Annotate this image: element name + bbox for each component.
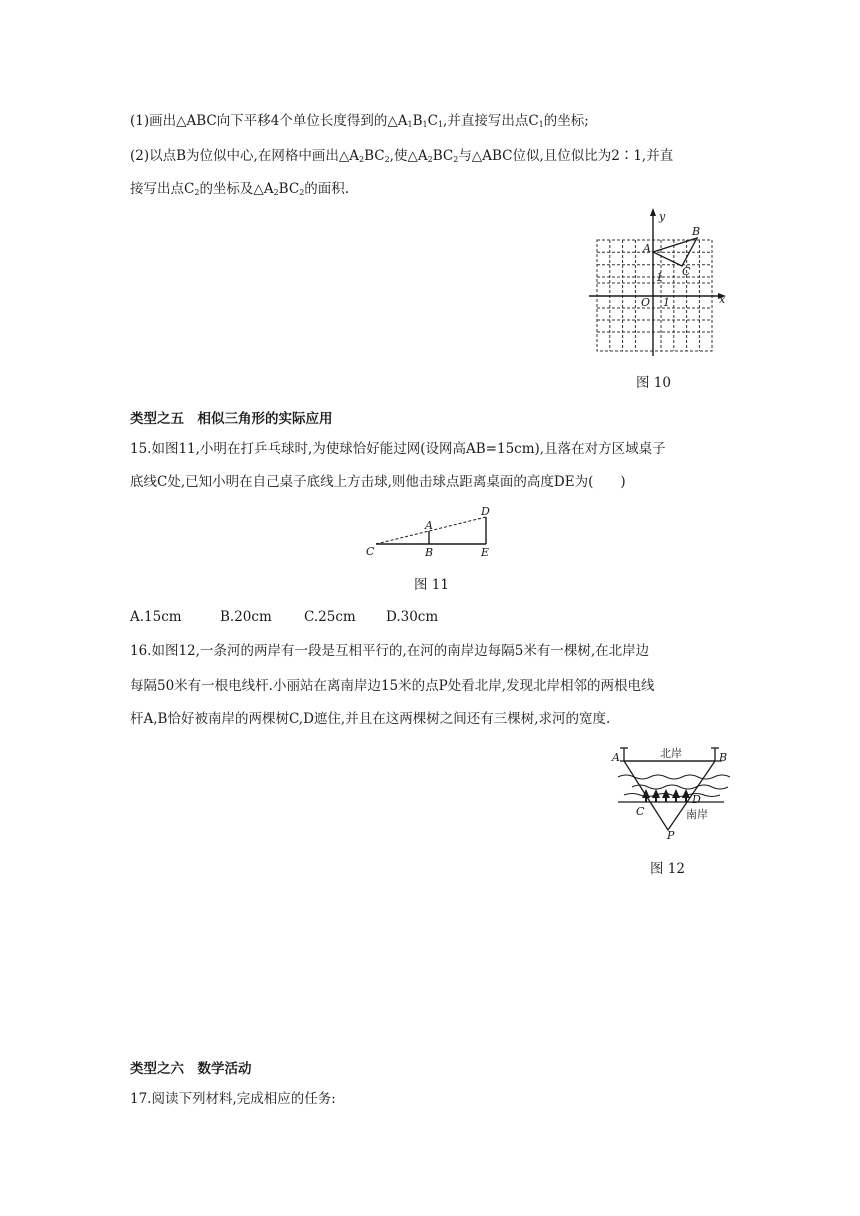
section6-heading: 类型之六 数学活动 [130, 1061, 252, 1077]
subscript: 2 [427, 155, 433, 164]
label-o: O [641, 296, 651, 309]
subscript: 1 [437, 120, 444, 129]
q15-line2: 底线C处,已知小明在自己桌子底线上方击球,则他击球点距离桌面的高度DE为( ) [130, 474, 626, 490]
text-seg: B [412, 113, 423, 129]
label-a: A [612, 751, 620, 764]
label-y: y [659, 210, 666, 223]
label-one-y: 1 [656, 271, 663, 284]
label-a: A [643, 242, 651, 255]
label-south-bank: 南岸 [686, 808, 708, 821]
label-a: A [425, 519, 433, 532]
label-d: D [481, 505, 490, 518]
q17-line1: 17.阅读下列材料,完成相应的任务: [130, 1091, 336, 1107]
q16-line2: 每隔50米有一根电线杆.小丽站在离南岸边15米的点P处看北岸,发现北岸相邻的两根电线 [130, 678, 655, 694]
label-c: C [636, 805, 645, 818]
choice-a: A.15cm [130, 609, 182, 625]
choice-c: C.25cm [304, 609, 356, 625]
label-c: C [366, 545, 375, 558]
subscript: 1 [407, 120, 413, 129]
section5-heading: 类型之五 相似三角形的实际应用 [130, 411, 333, 427]
text-seg: BC [432, 148, 454, 164]
subscript: 2 [273, 188, 279, 197]
y-axis-arrow [650, 208, 656, 216]
label-p: P [667, 829, 675, 841]
river-wave [624, 794, 720, 797]
text-seg: BC [278, 181, 300, 197]
label-x: x [719, 293, 726, 306]
figure-10-caption: 图 10 [636, 375, 671, 391]
text-seg: ,使△A [389, 148, 428, 164]
figure-11-diagram [362, 503, 502, 561]
text-seg: 的坐标; [543, 113, 589, 129]
q16-line1: 16.如图12,一条河的两岸有一段是互相平行的,在河的南岸边每隔5米有一棵树,在北岸边 [130, 643, 650, 659]
choice-b: B.20cm [220, 609, 272, 625]
label-b: B [719, 751, 728, 764]
label-b: B [425, 546, 434, 559]
text-seg: 接写出点C [130, 181, 195, 197]
subscript: 2 [358, 155, 365, 164]
q15-line1: 15.如图11,小明在打乒乓球时,为使球恰好能过网(设网高AB=15cm),且落在对方区域桌子 [130, 441, 666, 457]
text-seg: 与△ABC位似,且位似比为2∶1,并直 [458, 148, 674, 164]
q14-part2-line1 [130, 147, 673, 169]
text-seg: C [427, 113, 438, 129]
subscript: 2 [194, 188, 200, 197]
figure-10-grid [585, 208, 735, 358]
q14-part1 [130, 112, 589, 134]
text-seg: 的面积. [304, 181, 350, 197]
text-seg: 的坐标及△A [199, 181, 274, 197]
q16-line3: 杆A,B恰好被南岸的两棵树C,D遮住,并且在这两棵树之间还有三棵树,求河的宽度. [130, 711, 611, 727]
text-seg: ,并直接写出点C [443, 113, 539, 129]
figure-12-caption: 图 12 [650, 861, 685, 877]
text-seg: (1)画出△ABC向下平移4个单位长度得到的△A [130, 113, 408, 129]
label-one-x: 1 [663, 296, 670, 309]
subscript: 2 [299, 188, 305, 197]
river-wave [632, 785, 728, 789]
figure-12-diagram [610, 741, 734, 841]
figure-11-caption: 图 11 [414, 577, 449, 593]
text-seg: BC [364, 148, 385, 164]
label-north-bank: 北岸 [660, 747, 682, 760]
label-e: E [481, 546, 490, 559]
subscript: 2 [453, 155, 459, 164]
label-b: B [692, 225, 701, 238]
text-seg: (2)以点B为位似中心,在网格中画出△A [130, 148, 359, 164]
label-d: D [692, 793, 701, 806]
subscript: 1 [422, 120, 428, 129]
subscript: 2 [384, 155, 390, 164]
q14-part2-line2 [130, 180, 349, 202]
subscript: 1 [538, 120, 544, 129]
label-c: C [682, 265, 691, 278]
choice-d: D.30cm [386, 609, 439, 625]
